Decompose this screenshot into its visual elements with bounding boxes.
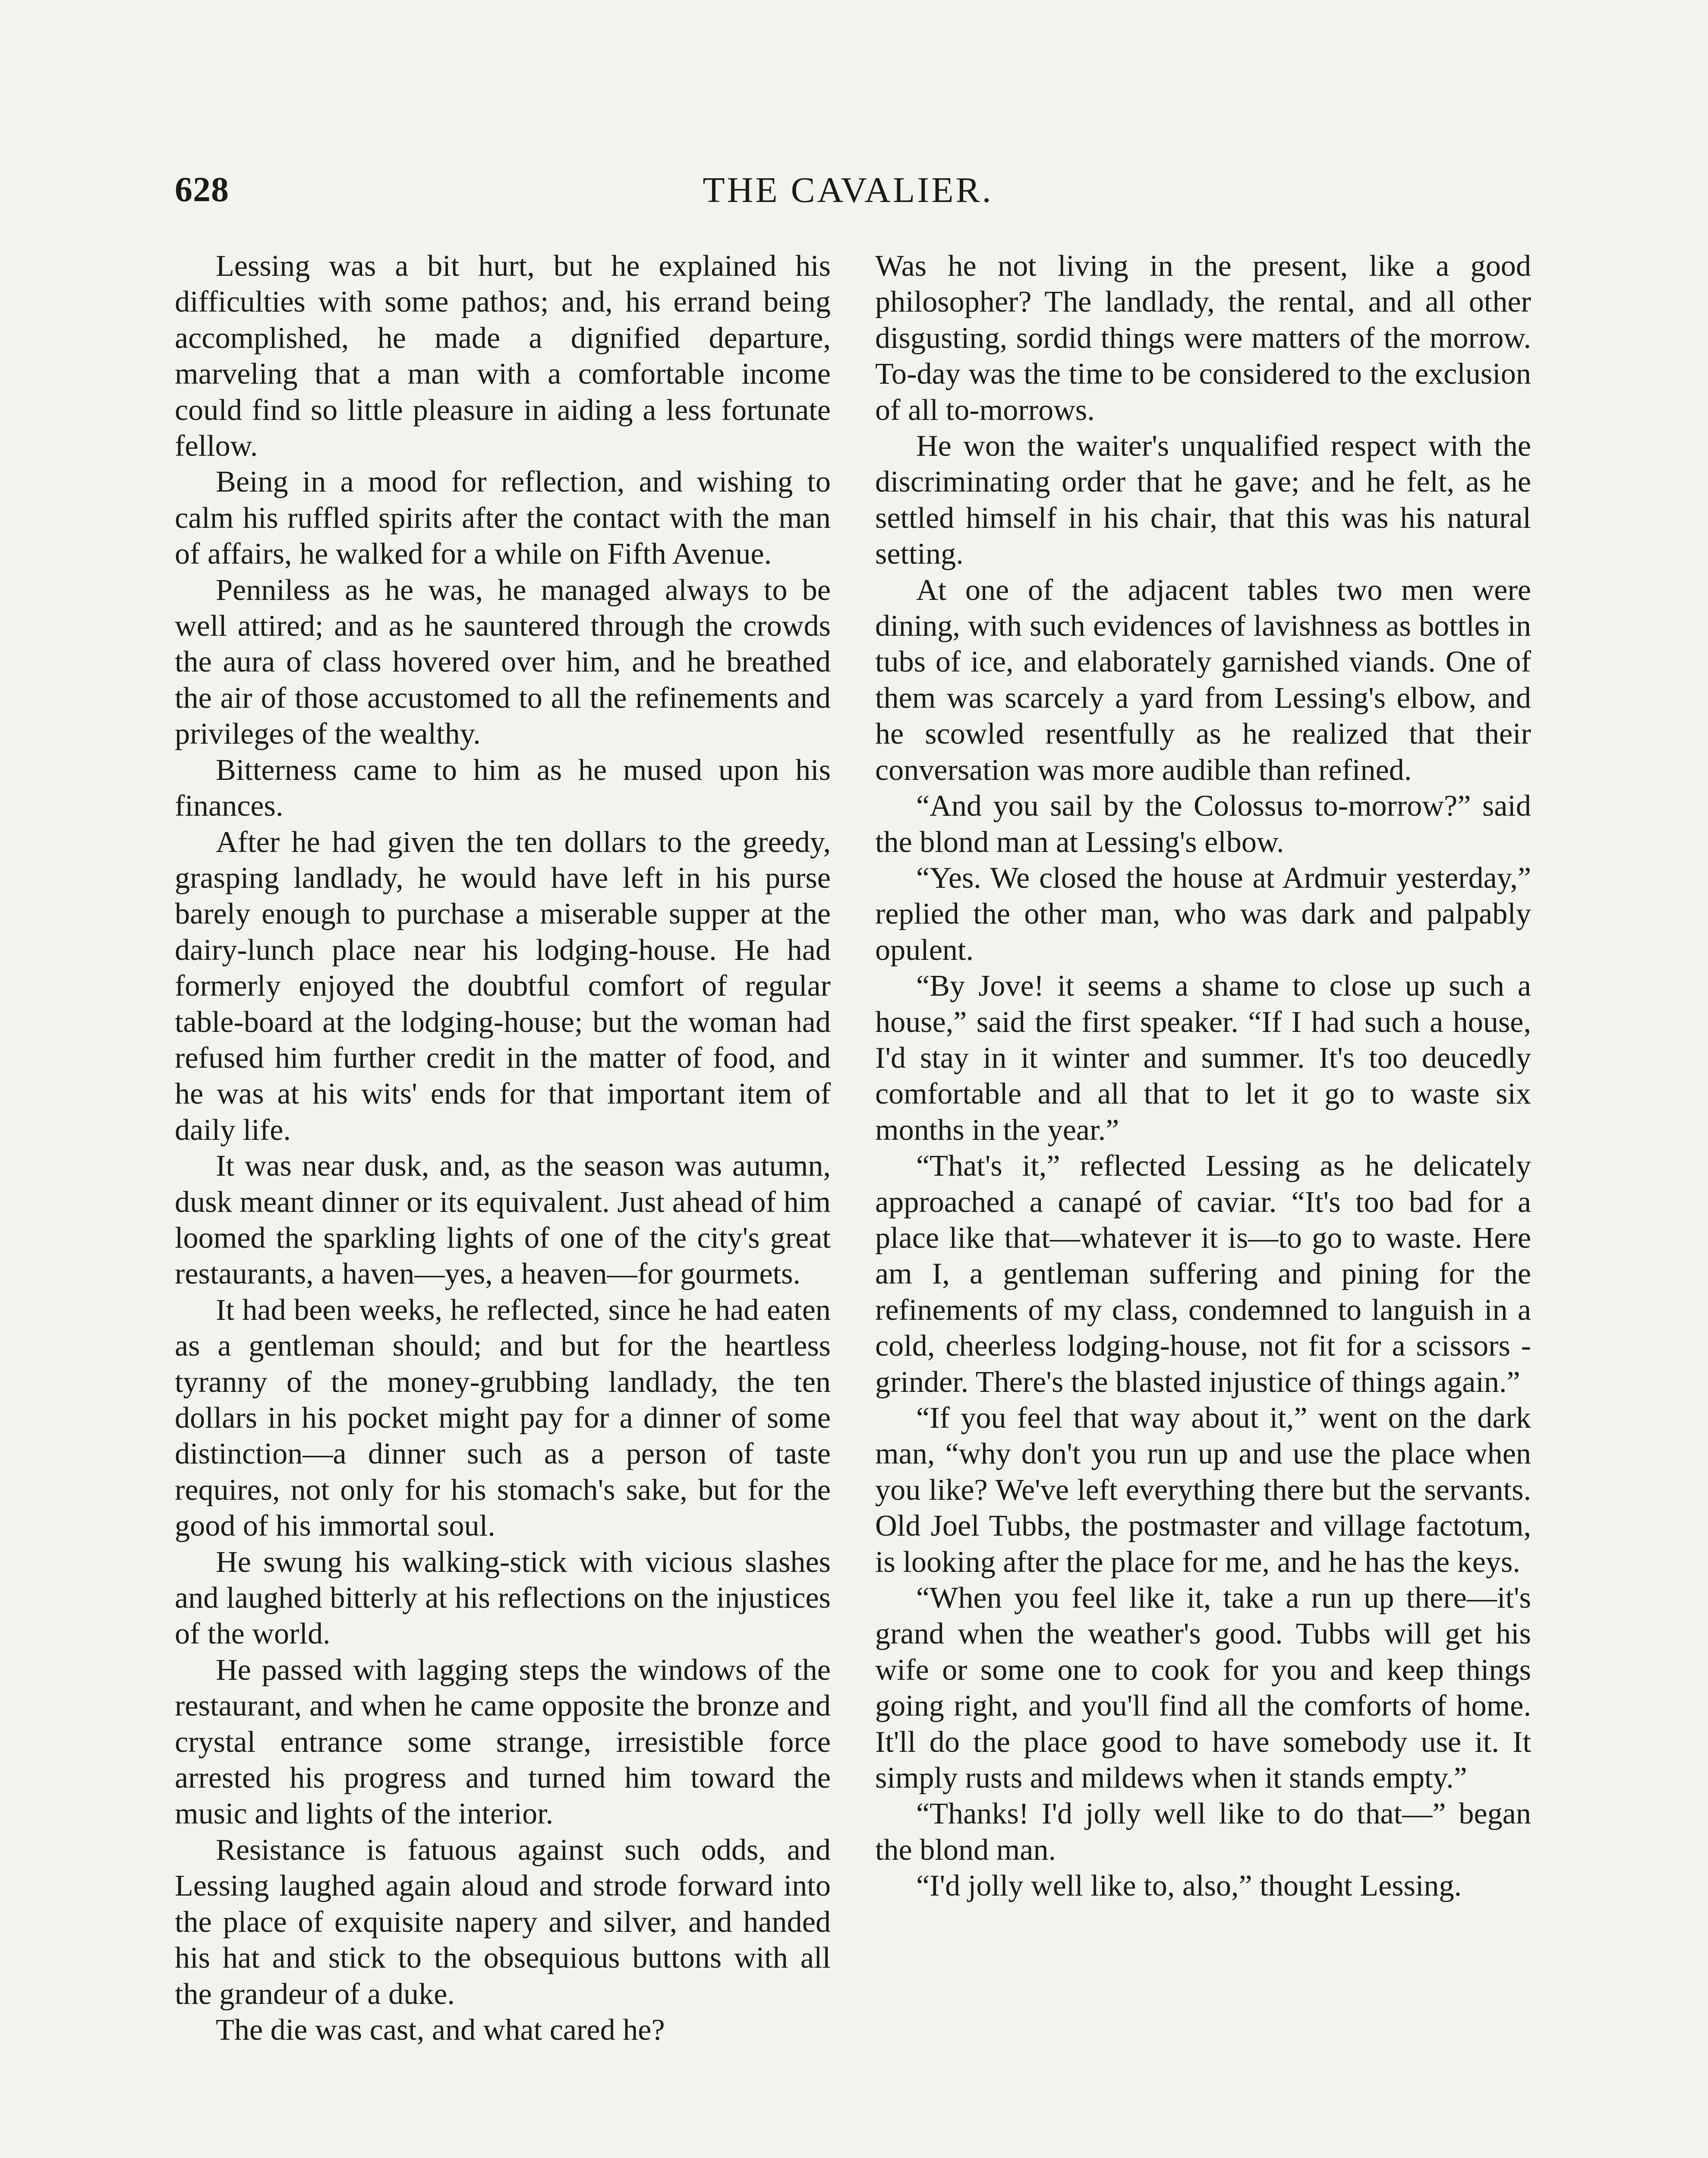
paragraph: He won the waiter's unqualified respect with the discriminating order that he gave; and he felt, as he settled himself in his chair, that this was his natural setting. bbox=[875, 429, 1531, 571]
page-number: 628 bbox=[175, 170, 229, 209]
paragraph: “By Jove! it seems a shame to close up such a house,” said the first speaker. “If I had such a house, I'd stay in it winter and summer. It's too deucedly comfortable and all that to let it go to waste six months in the year.” bbox=[875, 969, 1531, 1147]
paragraph: “Thanks! I'd jolly well like to do that—” began the blond man. bbox=[875, 1797, 1531, 1867]
paragraph: It had been weeks, he reflected, since he had eaten as a gentleman should; and but for the heartless tyranny of the money-grubbing landlady, the ten dollars in his pocket might pay for a dinner of some distinction—a dinner such as a person of taste requires, not only for his stomach's sake, but for the good of his immortal soul. bbox=[175, 1293, 831, 1543]
paragraph: Being in a mood for reflection, and wishing to calm his ruffled spirits after the contact with the man of affairs, he walked for a while on Fifth Avenue. bbox=[175, 465, 831, 571]
running-head: THE CAVALIER. bbox=[703, 170, 993, 210]
paragraph: “Yes. We closed the house at Ardmuir yesterday,” replied the other man, who was dark and palpably opulent. bbox=[875, 861, 1531, 967]
paragraph: After he had given the ten dollars to the greedy, grasping landlady, he would have left in his purse barely enough to purchase a miserable supper at the dairy-lunch place near his lodging-house. He had formerly enjoyed the doubtful comfort of regular table-board at the lodging-house; but the woman had refused him further credit in the matter of food, and he was at his wits' ends for that important item of daily life. bbox=[175, 825, 831, 1147]
paragraph: Penniless as he was, he managed always to be well attired; and as he sauntered through the crowds the aura of class hovered over him, and he breathed the air of those accustomed to all the refinements and privileges of the wealthy. bbox=[175, 573, 831, 751]
paragraph: Lessing was a bit hurt, but he explained his difficulties with some pathos; and, his errand being accomplished, he made a dignified departure, marveling that a man with a comfortable income could find so little pleasure in aiding a less fortunate fellow. bbox=[175, 249, 831, 463]
paragraph: “When you feel like it, take a run up there—it's grand when the weather's good. Tubbs will get his wife or some one to cook for you and keep things going right, and you'll find all the comforts of home. It'll do the place good to have somebody use it. It simply rusts and mildews when it stands empty.” bbox=[875, 1581, 1531, 1795]
paragraph: The die was cast, and what cared he? bbox=[216, 2013, 665, 2047]
right-column bbox=[875, 248, 1531, 1904]
paragraph: Was he not living in the present, like a good philosopher? The landlady, the rental, and all other disgusting, sordid things were matters of the morrow. To-day was the time to be considered to the exclusion of all to-morrows. bbox=[875, 249, 1531, 427]
paragraph: “And you sail by the Colossus to-morrow?” said the blond man at Lessing's elbow. bbox=[875, 789, 1531, 859]
paragraph: It was near dusk, and, as the season was autumn, dusk meant dinner or its equivalent. Just ahead of him loomed the sparkling lights of one of the city's great restaurants, a haven—yes, a heaven—for gourmets. bbox=[175, 1149, 831, 1291]
left-column bbox=[175, 248, 831, 2048]
page-header bbox=[175, 169, 1521, 217]
paragraph: He swung his walking-stick with vicious slashes and laughed bitterly at his reflections on the injustices of the world. bbox=[175, 1545, 831, 1651]
paragraph: “If you feel that way about it,” went on the dark man, “why don't you run up and use the place when you like? We've left everything there but the servants. Old Joel Tubbs, the postmaster and village factotum, is looking after the place for me, and he has the keys. bbox=[875, 1401, 1531, 1579]
paragraph: “I'd jolly well like to, also,” thought Lessing. bbox=[916, 1869, 1462, 1903]
paragraph: At one of the adjacent tables two men were dining, with such evidences of lavishness as bottles in tubs of ice, and elaborately garnished viands. One of them was scarcely a yard from Lessing's elbow, and he scowled resentfully as he realized that their conversation was more audible than refined. bbox=[875, 573, 1531, 787]
paragraph: He passed with lagging steps the windows of the restaurant, and when he came opposite the bronze and crystal entrance some strange, irresistible force arrested his progress and turned him toward the music and lights of the interior. bbox=[175, 1653, 831, 1831]
paragraph: Resistance is fatuous against such odds, and Lessing laughed again aloud and strode forward into the place of exquisite napery and silver, and handed his hat and stick to the obsequious buttons with all the grandeur of a duke. bbox=[175, 1833, 831, 2011]
paragraph: Bitterness came to him as he mused upon his finances. bbox=[175, 753, 831, 823]
paragraph: “That's it,” reflected Lessing as he delicately approached a canapé of caviar. “It's too bad for a place like that—whatever it is—to go to waste. Here am I, a gentleman suffering and pining for the refinements of my class, condemned to languish in a cold, cheerless lodging-house, not fit for a scissors - grinder. There's the blasted injustice of things again.” bbox=[875, 1149, 1531, 1399]
